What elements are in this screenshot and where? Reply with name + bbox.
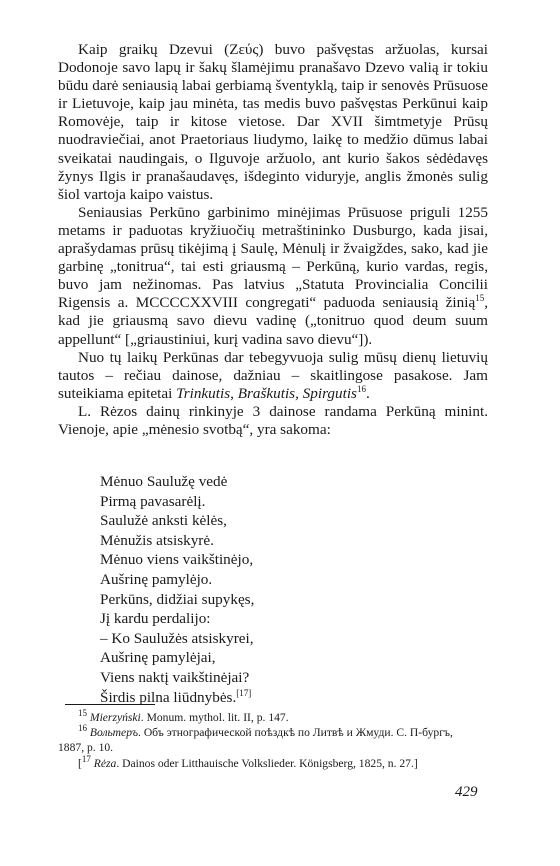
epithets: Trinkutis, Braškutis, Spirgutis (176, 384, 357, 402)
paragraph-2: Seniausias Perkūno garbinimo minėjimas Prūsuose priguli 1255 metams ir paduotas kryžiuočių metraštininko Dusburgo, kada jisai, aprašydamas prūsų tikėjimą į Saulę, Mėnulį ir žvaigždes, sako, kad jie garbinę „tonitrua“, tai esti griausmą – Perkūną, kurio vardas, regis, buvo jam nežinomas. Pas latvius „Statuta Provincialia Concilii Rigensis a. MCCCCXXVIII congregati“ paduoda seniausią žinią$^{15}$, kad jie griausmą savo dievu vadinę („tonitruo quod deum suum appellunt“ [„griaustiniui, kurį vadina savo dievu“]). (58, 203, 488, 348)
poem-line: Širdis pilna liūdnybės.[17] (100, 687, 252, 706)
poem-line: Jį kardu perdalijo: (100, 610, 211, 628)
poem-line: Mėnuo Saulužę vedė (100, 473, 228, 490)
poem-line: Viens naktį vaikštinėjai? (100, 668, 250, 686)
poem (100, 472, 430, 707)
footnote-16-continued: 1887, p. 10. (58, 741, 114, 755)
poem-line: Mėnuo viens vaikštinėjo, (100, 551, 254, 569)
poem-line: – Ko Saulužės atsiskyrei, (100, 629, 254, 647)
poem-line: Perkūns, didžiai supykęs, (100, 590, 255, 608)
footnote-ref-17[interactable]: [17] (236, 687, 252, 698)
main-text (58, 41, 488, 439)
poem-line: Pirmą pavasarėlį. (100, 492, 206, 510)
footnote-ref-16[interactable]: 16 (356, 383, 366, 394)
paragraph-3: Nuo tų laikų Perkūnas dar tebegyvuoja sulig mūsų dienų lietuvių tautos – rečiau dainose, dažniau – skaitlingose pasakose. Jam suteikiama epitetai Trinkutis, Braškutis, Spirgutis$^{16}$. (58, 348, 488, 402)
poem-line: Aušrinę pamylėjai, (100, 649, 216, 667)
footnote-17: [$^{17}$ Rėza. Dainos oder Litthauische Volkslieder. Königsberg, 1825, n. 27.] (78, 753, 418, 770)
poem-line: Aušrinę pamylėjo. (100, 570, 213, 588)
poem-line: Mėnužis atsiskyrė. (100, 531, 214, 549)
footnote-ref-15[interactable]: 15 (475, 293, 485, 304)
footnote-15: $^{15}$ Mierzyński. Monum. mythol. lit. II, p. 147. (78, 708, 289, 724)
footnote-divider (65, 704, 155, 705)
footnote-16: $^{16}$ Вольтеръ. Объ этнографической поѣздкѣ по Литвѣ и Жмуди. С. П-бургъ, (78, 723, 453, 740)
page-number: 429 (455, 784, 478, 800)
paragraph-1: Kaip graikų Dzevui (Ζεύς) buvo pašvęstas aržuolas, kursai Dodonoje savo lapų ir šakų šlamėjimu pranašavo Dzevo valią ir tokiu būdu darė seniausią labai gerbiamą šventyklą, taip ir senovės Prūsuose ir Lietuvoje, kaip jau minėta, tas medis buvo pašvęstas Perkūnui kaip Romovėje, taip ir kitose vietose. Dar XVII šimtmetyje Prūsų nuodraviečiai, anot Praetoriaus liudymo, laikę to medžio dūmus labai sveikatai naudingais, o Ilguvoje aržuolo, ant kurio šakos sėdėdavęs žynys Ilgis ir pranašaudavęs, išdeginto viduryje, anglis žmonės sulig šiol vartoja kaipo vaistus. (58, 41, 488, 203)
poem-line: Saulužė anksti kėlės, (100, 512, 227, 530)
paragraph-4: L. Rėzos dainų rinkinyje 3 dainose randama Perkūną minint. Vienoje, apie „mėnesio svotbą“, yra sakoma: (58, 402, 488, 438)
footnotes (58, 710, 488, 771)
